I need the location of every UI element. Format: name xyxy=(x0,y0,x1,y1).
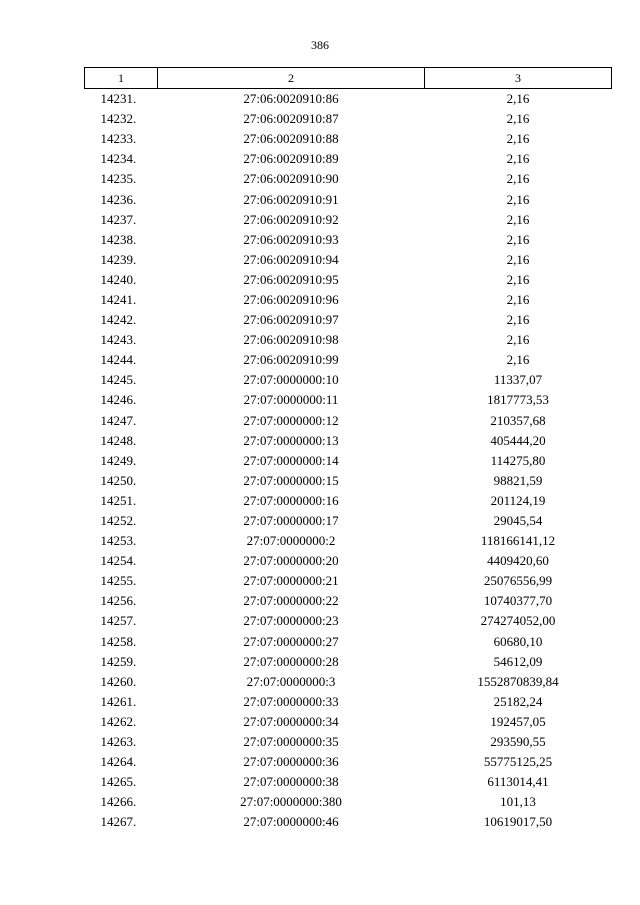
value-cell: 2,16 xyxy=(506,312,530,328)
value-cell: 10619017,50 xyxy=(483,814,553,830)
table-row xyxy=(85,511,612,531)
row-number: 14240. xyxy=(100,271,137,287)
table-row xyxy=(85,350,612,370)
value-cell: 2,16 xyxy=(506,332,530,348)
table-row xyxy=(85,169,612,189)
row-number: 14249. xyxy=(100,452,137,468)
row-number: 14243. xyxy=(100,332,137,348)
row-number: 14262. xyxy=(100,713,137,729)
cadastral-number: 27:06:0020910:97 xyxy=(243,312,339,328)
table-row xyxy=(85,189,612,209)
cadastral-number: 27:07:0000000:38 xyxy=(243,774,339,790)
row-number: 14253. xyxy=(100,533,137,549)
value-cell: 98821,59 xyxy=(493,472,543,488)
value-cell: 1552870839,84 xyxy=(477,673,559,689)
value-cell: 274274052,00 xyxy=(480,613,556,629)
value-cell: 2,16 xyxy=(506,91,530,107)
cadastral-number: 27:07:0000000:17 xyxy=(243,513,339,529)
cadastral-number: 27:06:0020910:87 xyxy=(243,111,339,127)
value-cell: 118166141,12 xyxy=(480,533,556,549)
table-row xyxy=(85,109,612,129)
row-number: 14231. xyxy=(100,91,137,107)
table-row xyxy=(85,632,612,652)
cadastral-number: 27:07:0000000:10 xyxy=(243,372,339,388)
value-cell: 2,16 xyxy=(506,231,530,247)
row-number: 14245. xyxy=(100,372,137,388)
table-row xyxy=(85,812,612,832)
row-number: 14251. xyxy=(100,492,137,508)
column-header: 3 xyxy=(425,68,612,89)
value-cell: 405444,20 xyxy=(490,432,546,448)
table-row xyxy=(85,531,612,551)
table-row xyxy=(85,451,612,471)
cadastral-number: 27:06:0020910:90 xyxy=(243,171,339,187)
table-row xyxy=(85,431,612,451)
row-number: 14236. xyxy=(100,191,137,207)
value-cell: 25182,24 xyxy=(493,693,543,709)
table-row xyxy=(85,752,612,772)
table-row xyxy=(85,411,612,431)
cadastral-number: 27:07:0000000:2 xyxy=(246,533,336,549)
cadastral-number: 27:07:0000000:15 xyxy=(243,472,339,488)
cadastral-number: 27:07:0000000:16 xyxy=(243,492,339,508)
cadastral-number: 27:07:0000000:23 xyxy=(243,613,339,629)
value-cell: 2,16 xyxy=(506,291,530,307)
row-number: 14266. xyxy=(100,794,137,810)
row-number: 14263. xyxy=(100,734,137,750)
value-cell: 1817773,53 xyxy=(487,392,549,408)
row-number: 14255. xyxy=(100,573,137,589)
cadastral-number: 27:06:0020910:93 xyxy=(243,231,339,247)
value-cell: 4409420,60 xyxy=(487,553,549,569)
cadastral-number: 27:06:0020910:86 xyxy=(243,91,339,107)
value-cell: 293590,55 xyxy=(490,734,546,750)
value-cell: 25076556,99 xyxy=(483,573,553,589)
value-cell: 114275,80 xyxy=(490,452,546,468)
value-cell: 2,16 xyxy=(506,211,530,227)
value-cell: 2,16 xyxy=(506,352,530,368)
cadastral-number: 27:07:0000000:13 xyxy=(243,432,339,448)
value-cell: 2,16 xyxy=(506,171,530,187)
row-number: 14260. xyxy=(100,673,137,689)
cadastral-number: 27:06:0020910:88 xyxy=(243,131,339,147)
value-cell: 2,16 xyxy=(506,191,530,207)
cadastral-number: 27:07:0000000:11 xyxy=(243,392,339,408)
cadastral-number: 27:06:0020910:95 xyxy=(243,271,339,287)
cadastral-number: 27:07:0000000:3 xyxy=(246,673,336,689)
cadastral-number: 27:07:0000000:12 xyxy=(243,412,339,428)
value-cell: 210357,68 xyxy=(490,412,546,428)
value-cell: 55775125,25 xyxy=(483,754,553,770)
row-number: 14232. xyxy=(100,111,137,127)
row-number: 14259. xyxy=(100,653,137,669)
table-row xyxy=(85,571,612,591)
table-row xyxy=(85,692,612,712)
cadastral-number: 27:06:0020910:98 xyxy=(243,332,339,348)
cadastral-number: 27:06:0020910:92 xyxy=(243,211,339,227)
row-number: 14252. xyxy=(100,513,137,529)
value-cell: 2,16 xyxy=(506,271,530,287)
row-number: 14254. xyxy=(100,553,137,569)
value-cell: 201124,19 xyxy=(490,492,546,508)
table-row xyxy=(85,591,612,611)
table-row xyxy=(85,149,612,169)
cadastral-number: 27:06:0020910:99 xyxy=(243,352,339,368)
value-cell: 6113014,41 xyxy=(487,774,549,790)
table-row xyxy=(85,230,612,250)
table-row xyxy=(85,672,612,692)
row-number: 14237. xyxy=(100,211,137,227)
table-row xyxy=(85,471,612,491)
table-row xyxy=(85,772,612,792)
cadastral-number: 27:06:0020910:94 xyxy=(243,251,339,267)
page-number: 386 xyxy=(311,38,329,52)
value-cell: 11337,07 xyxy=(493,372,543,388)
row-number: 14234. xyxy=(100,151,137,167)
table-row xyxy=(85,551,612,571)
row-number: 14258. xyxy=(100,633,137,649)
table-body xyxy=(85,89,612,833)
cadastral-number: 27:07:0000000:46 xyxy=(243,814,339,830)
row-number: 14233. xyxy=(100,131,137,147)
cadastral-number: 27:07:0000000:34 xyxy=(243,713,339,729)
cadastral-number: 27:06:0020910:91 xyxy=(243,191,339,207)
row-number: 14261. xyxy=(100,693,137,709)
value-cell: 10740377,70 xyxy=(483,593,553,609)
cadastral-number: 27:07:0000000:27 xyxy=(243,633,339,649)
table-row xyxy=(85,210,612,230)
table-row xyxy=(85,611,612,631)
value-cell: 192457,05 xyxy=(490,713,546,729)
table-row xyxy=(85,712,612,732)
cadastral-number: 27:07:0000000:20 xyxy=(243,553,339,569)
row-number: 14238. xyxy=(100,231,137,247)
value-cell: 29045,54 xyxy=(493,513,543,529)
row-number: 14264. xyxy=(100,754,137,770)
table-row xyxy=(85,732,612,752)
cadastral-number: 27:07:0000000:35 xyxy=(243,734,339,750)
cadastral-number: 27:07:0000000:22 xyxy=(243,593,339,609)
row-number: 14248. xyxy=(100,432,137,448)
table-row xyxy=(85,792,612,812)
cadastral-table xyxy=(84,67,612,832)
row-number: 14257. xyxy=(100,613,137,629)
cadastral-number: 27:07:0000000:36 xyxy=(243,754,339,770)
table-row xyxy=(85,89,612,110)
table-row xyxy=(85,390,612,410)
row-number: 14247. xyxy=(100,412,137,428)
value-cell: 2,16 xyxy=(506,251,530,267)
cadastral-number: 27:06:0020910:89 xyxy=(243,151,339,167)
row-number: 14241. xyxy=(100,291,137,307)
row-number: 14246. xyxy=(100,392,137,408)
cadastral-number: 27:07:0000000:28 xyxy=(243,653,339,669)
row-number: 14235. xyxy=(100,171,137,187)
value-cell: 101,13 xyxy=(500,794,536,810)
cadastral-number: 27:07:0000000:33 xyxy=(243,693,339,709)
value-cell: 2,16 xyxy=(506,151,530,167)
row-number: 14239. xyxy=(100,251,137,267)
table-row xyxy=(85,310,612,330)
table-row xyxy=(85,250,612,270)
table-row xyxy=(85,129,612,149)
row-number: 14256. xyxy=(100,593,137,609)
column-header: 1 xyxy=(85,68,158,89)
row-number: 14242. xyxy=(100,312,137,328)
table-row xyxy=(85,290,612,310)
table-row xyxy=(85,652,612,672)
table-row xyxy=(85,270,612,290)
value-cell: 2,16 xyxy=(506,131,530,147)
value-cell: 2,16 xyxy=(506,111,530,127)
value-cell: 60680,10 xyxy=(493,633,543,649)
row-number: 14267. xyxy=(100,814,137,830)
row-number: 14265. xyxy=(100,774,137,790)
column-header: 2 xyxy=(158,68,425,89)
table-row xyxy=(85,330,612,350)
cadastral-number: 27:07:0000000:21 xyxy=(243,573,339,589)
value-cell: 54612,09 xyxy=(493,653,543,669)
cadastral-number: 27:07:0000000:14 xyxy=(243,452,339,468)
row-number: 14250. xyxy=(100,472,137,488)
table-row xyxy=(85,370,612,390)
table-row xyxy=(85,491,612,511)
row-number: 14244. xyxy=(100,352,137,368)
table-header-row xyxy=(85,68,612,89)
cadastral-number: 27:06:0020910:96 xyxy=(243,291,339,307)
cadastral-number: 27:07:0000000:380 xyxy=(240,794,342,810)
